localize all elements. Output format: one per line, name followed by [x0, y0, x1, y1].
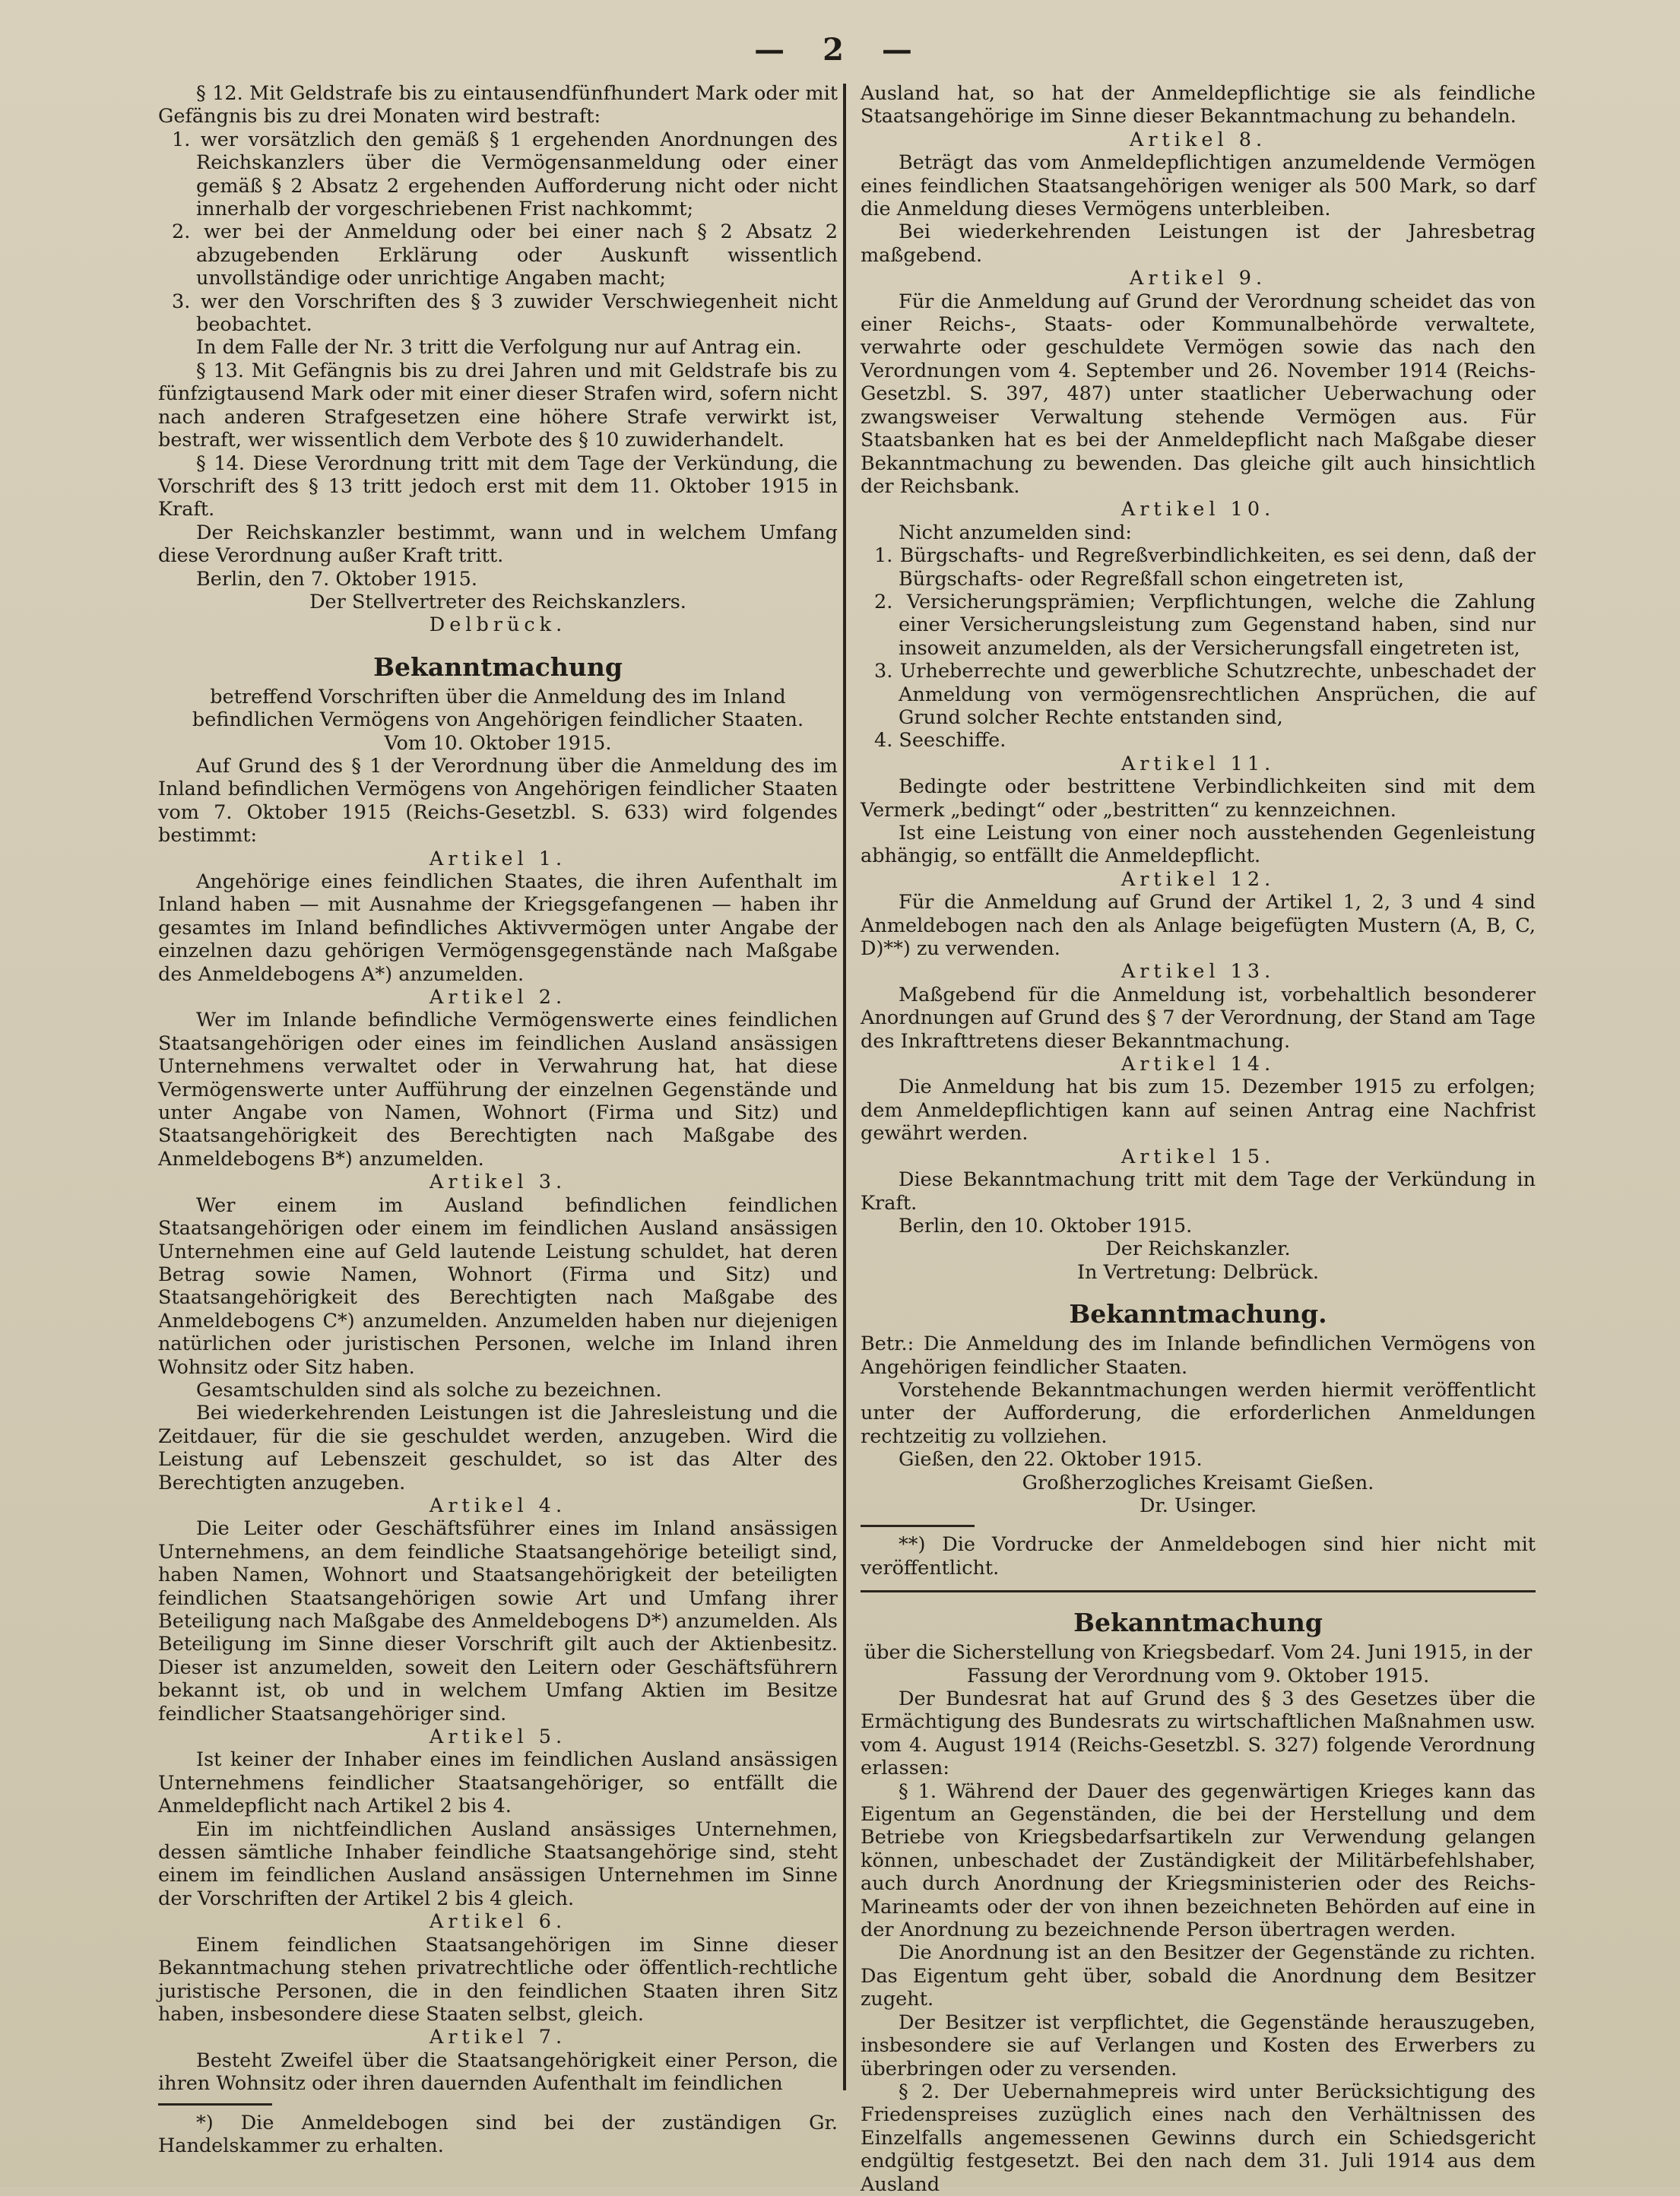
paragraph: Für die Anmeldung auf Grund der Verordnung scheidet das von einer Reichs-, Staats- oder Kommunalbehörde verwaltete, verwahrte oder geschuldete Vermögen sowie das nach den Verordnungen vom 4. September und 26. November 1914 (Reichs-Gesetzbl. S. 397, 487) unter staatlicher Ueberwachung oder zwangsweiser Verwaltung stehende Vermögen aus. Für Staatsbanken hat es bei der Anmeldepflicht nach Maßgabe dieser Bekanntmachung zu bewenden. Das gleiche gilt auch hinsichtlich der Reichsbank.	[861, 290, 1536, 498]
article-heading: Artikel 5.	[429, 1725, 567, 1749]
paragraph: Der Reichskanzler bestimmt, wann und in welchem Umfang diese Verordnung außer Kraft tritt.	[158, 521, 838, 568]
paragraph: Bei wiederkehrenden Leistungen ist die Jahresleistung und die Zeitdauer, für die sie geschuldet werden, anzugeben. Wird die Leistung auf Lebenszeit geschuldet, so ist das Alter des Berechtigten anzugeben.	[158, 1402, 838, 1494]
right-column-bottom-section	[861, 1608, 1536, 2196]
article-heading: Artikel 9.	[1129, 267, 1267, 290]
article-heading: Artikel 6.	[429, 1910, 567, 1934]
centered-line: Vom 10. Oktober 1915.	[384, 731, 612, 755]
paragraph: § 12. Mit Geldstrafe bis zu eintausendfünfhundert Mark oder mit Gefängnis bis zu drei Monaten wird bestraft:	[158, 82, 838, 128]
paragraph: Ein im nichtfeindlichen Ausland ansässiges Unternehmen, dessen sämtliche Inhaber feindliche Staatsangehörige sind, steht einem im feindlichen Ausland ansässigen Unternehmen im Sinne der Vorschriften der Artikel 2 bis 4 gleich.	[158, 1817, 838, 1910]
centered-line: Der Reichskanzler.	[1105, 1237, 1291, 1261]
paragraph: Berlin, den 7. Oktober 1915.	[196, 567, 478, 591]
section-subtitle: betreffend Vorschriften über die Anmeldung des im Inland befindlichen Vermögens von Angehörigen feindlicher Staaten.	[192, 685, 804, 732]
article-heading: Artikel 11.	[1121, 752, 1276, 775]
section-heading: Bekanntmachung.	[1069, 1299, 1327, 1329]
footnote-rule	[861, 1525, 975, 1527]
article-heading: Artikel 4.	[429, 1494, 567, 1517]
list-item: 1. Bürgschafts- und Regreßverbindlichkeiten, es sei denn, daß der Bürgschafts- oder Regreßfall schon eingetreten ist,	[874, 544, 1536, 591]
right-column	[861, 82, 1536, 2196]
paragraph: Wer einem im Ausland befindlichen feindlichen Staatsangehörigen oder einem im feindlichen Ausland ansässigen Unternehmen eine auf Geld lautende Leistung schuldet, hat deren Betrag sowie Namen, Wohnort (Firma und Sitz) und Staatsangehörigkeit des Berechtigten nach Maßgabe des Anmeldebogens C*) anzumelden. Anzumelden haben nur diejenigen natürlichen oder juristischen Personen, welche im Inland ihren Wohnsitz oder Sitz haben.	[158, 1193, 838, 1379]
paragraph: Die Anordnung ist an den Besitzer der Gegenstände zu richten. Das Eigentum geht über, sobald die Anordnung dem Besitzer zugeht.	[861, 1941, 1536, 2011]
paragraph: In dem Falle der Nr. 3 tritt die Verfolgung nur auf Antrag ein.	[196, 336, 802, 360]
paragraph: Auf Grund des § 1 der Verordnung über die Anmeldung des im Inland befindlichen Vermögens von Angehörigen feindlicher Staaten vom 7. Oktober 1915 (Reichs-Gesetzbl. S. 633) wird folgendes bestimmt:	[158, 754, 838, 848]
list-item: 3. wer den Vorschriften des § 3 zuwider Verschwiegenheit nicht beobachtet.	[172, 290, 838, 337]
right-column-body	[861, 82, 1536, 1517]
left-column-body	[158, 82, 838, 2096]
paragraph: Besteht Zweifel über die Staatsangehörigkeit einer Person, die ihren Wohnsitz oder ihren dauernden Aufenthalt im feindlichen	[158, 2049, 838, 2096]
paragraph: Die Anmeldung hat bis zum 15. Dezember 1915 zu erfolgen; dem Anmeldepflichtigen kann auf seinen Antrag eine Nachfrist gewährt werden.	[861, 1076, 1536, 1146]
paragraph: Nicht anzumelden sind:	[899, 521, 1132, 544]
article-heading: Artikel 8.	[1129, 128, 1267, 151]
signature: Delbrück.	[429, 613, 567, 637]
article-heading: Artikel 14.	[1121, 1053, 1276, 1076]
article-heading: Artikel 15.	[1121, 1145, 1276, 1168]
paragraph: § 13. Mit Gefängnis bis zu drei Jahren und mit Geldstrafe bis zu fünfzigtausend Mark oder mit einer dieser Strafen wird, sofern nicht nach anderen Strafgesetzen eine höhere Strafe verwirkt ist, bestraft, wer wissentlich dem Verbote des § 10 zuwiderhandelt.	[158, 359, 838, 452]
section-heading: Bekanntmachung	[1073, 1608, 1323, 1638]
paragraph: Angehörige eines feindlichen Staates, die ihren Aufenthalt im Inland haben — mit Ausnahme der Kriegsgefangenen — haben ihr gesamtes im Inland befindliches Aktivvermögen unter Angabe der einzelnen dazu gehörigen Vermögensgegenstände nach Maßgabe des Anmeldebogens A*) anzumelden.	[158, 870, 838, 986]
paragraph: Berlin, den 10. Oktober 1915.	[899, 1214, 1193, 1237]
paragraph: Der Bundesrat hat auf Grund des § 3 des Gesetzes über die Ermächtigung des Bundesrats zu wirtschaftlichen Maßnahmen usw. vom 4. August 1914 (Reichs-Gesetzbl. S. 327) folgende Verordnung erlassen:	[861, 1687, 1536, 1780]
article-heading: Artikel 7.	[429, 2026, 567, 2049]
paragraph: Der Besitzer ist verpflichtet, die Gegenstände herauszugeben, insbesondere sie auf Verlangen und Kosten des Erwerbers zu überbringen oder zu versenden.	[861, 2011, 1536, 2080]
paragraph: Bei wiederkehrenden Leistungen ist der Jahresbetrag maßgebend.	[861, 220, 1536, 267]
article-heading: Artikel 3.	[429, 1171, 567, 1194]
paragraph: Vorstehende Bekanntmachungen werden hiermit veröffentlicht unter der Aufforderung, die erforderlichen Anmeldungen rechtzeitig zu vollziehen.	[861, 1378, 1536, 1448]
centered-line: In Vertretung: Delbrück.	[1076, 1260, 1320, 1284]
article-heading: Artikel 10.	[1121, 498, 1276, 521]
article-heading: Artikel 2.	[429, 986, 567, 1009]
paragraph: Für die Anmeldung auf Grund der Artikel 1, 2, 3 und 4 sind Anmeldebogen nach den als Anlage beigefügten Mustern (A, B, C, D)**) zu verwenden.	[861, 891, 1536, 961]
paragraph: Wer im Inlande befindliche Vermögenswerte eines feindlichen Staatsangehörigen oder eines im feindlichen Ausland ansässigen Unternehmens verwaltet oder in Verwahrung hat, hat diese Vermögenswerte unter Aufführung der einzelnen Gegenstände und unter Angabe von Namen, Wohnort (Firma und Sitz) und Staatsangehörigkeit des Berechtigten nach Maßgabe des Anmeldebogens B*) anzumelden.	[158, 1009, 838, 1171]
paragraph: Ist eine Leistung von einer noch ausstehenden Gegenleistung abhängig, so entfällt die Anmeldepflicht.	[861, 822, 1536, 868]
article-heading: Artikel 12.	[1121, 867, 1276, 891]
paragraph: § 14. Diese Verordnung tritt mit dem Tage der Verkündung, die Vorschrift des § 13 tritt jedoch erst mit dem 11. Oktober 1915 in Kraft.	[158, 452, 838, 521]
paragraph: Betr.: Die Anmeldung des im Inlande befindlichen Vermögens von Angehörigen feindlicher Staaten.	[861, 1332, 1536, 1379]
right-footnote: **) Die Vordrucke der Anmeldebogen sind hier nicht mit veröffentlicht.	[861, 1533, 1536, 1580]
column-divider	[843, 84, 846, 2090]
section-divider	[861, 1590, 1536, 1592]
paragraph: Bedingte oder bestrittene Verbindlichkeiten sind mit dem Vermerk „bedingt“ oder „bestritten“ zu kennzeichnen.	[861, 775, 1536, 822]
page-number: — 2 —	[754, 32, 926, 68]
article-heading: Artikel 13.	[1121, 960, 1276, 984]
paragraph: § 2. Der Uebernahmepreis wird unter Berücksichtigung des Friedenspreises zuzüglich eines nach den Verhältnissen des Einzelfalls angemessenen Gewinns durch ein Schiedsgericht endgültig festgesetzt. Bei den nach dem 31. Juli 1914 aus dem Ausland	[861, 2080, 1536, 2196]
paragraph: Ist keiner der Inhaber eines im feindlichen Ausland ansässigen Unternehmens feindlicher Staatsangehöriger, so entfällt die Anmeldepflicht nach Artikel 2 bis 4.	[158, 1748, 838, 1818]
centered-line: Großherzogliches Kreisamt Gießen.	[1022, 1471, 1374, 1494]
centered-line: Der Stellvertreter des Reichskanzlers.	[309, 590, 686, 613]
paragraph: Die Leiter oder Geschäftsführer eines im Inland ansässigen Unternehmens, an dem feindliche Staatsangehörige beteiligt sind, haben Namen, Wohnort und Staatsangehörigkeit der beteiligten feindlichen Staatsangehörigen sowie Art und Umfang ihrer Beteiligung nach Maßgabe des Anmeldebogens D*) anzumelden. Als Beteiligung im Sinne dieser Vorschrift gilt auch der Aktienbesitz. Dieser ist anzumelden, soweit den Leitern oder Geschäftsführern bekannt ist, ob und in welchem Umfang Aktien im Besitze feindlicher Staatsangehöriger sind.	[158, 1517, 838, 1725]
paragraph: § 1. Während der Dauer des gegenwärtigen Krieges kann das Eigentum an Gegenständen, die bei der Herstellung und dem Betriebe von Kriegsbedarfsartikeln zur Verwendung gelangen können, unbeschadet der Zuständigkeit der Militärbefehlshaber, auch durch Anordnung der Kriegsministerien oder des Reichs-Marineamts oder der von ihnen bezeichneten Behörden auf eine in der Anordnung zu bezeichnende Person übertragen werden.	[861, 1779, 1536, 1942]
list-item: 2. wer bei der Anmeldung oder bei einer nach § 2 Absatz 2 abzugebenden Erklärung oder Auskunft wissentlich unvollständige oder unrichtige Angaben macht;	[172, 220, 838, 290]
section-subtitle: über die Sicherstellung von Kriegsbedarf. Vom 24. Juni 1915, in der Fassung der Verordnung vom 9. Oktober 1915.	[864, 1641, 1533, 1687]
list-item: 4. Seeschiffe.	[874, 729, 1006, 753]
paragraph: Gesamtschulden sind als solche zu bezeichnen.	[196, 1378, 662, 1402]
list-item: 1. wer vorsätzlich den gemäß § 1 ergehenden Anordnungen des Reichskanzlers über die Vermögensanmeldung oder einer gemäß § 2 Absatz 2 ergehenden Aufforderung nicht oder nicht innerhalb der vorgeschriebenen Frist nachkommt;	[172, 128, 838, 221]
paragraph: Ausland hat, so hat der Anmeldepflichtige sie als feindliche Staatsangehörige im Sinne dieser Bekanntmachung zu behandeln.	[861, 82, 1536, 128]
section-heading: Bekanntmachung	[373, 651, 623, 682]
paragraph: Einem feindlichen Staatsangehörigen im Sinne dieser Bekanntmachung stehen privatrechtliche oder öffentlich-rechtliche juristische Personen, die in den feindlichen Staaten ihren Sitz haben, insbesondere diese Staaten selbst, gleich.	[158, 1933, 838, 2026]
centered-line: Dr. Usinger.	[1139, 1494, 1257, 1517]
paragraph: Diese Bekanntmachung tritt mit dem Tage der Verkündung in Kraft.	[861, 1168, 1536, 1215]
left-footnote: *) Die Anmeldebogen sind bei der zuständigen Gr. Handelskammer zu erhalten.	[158, 2111, 838, 2157]
footnote-rule	[158, 2103, 272, 2106]
list-item: 3. Urheberrechte und gewerbliche Schutzrechte, unbeschadet der Anmeldung von vermögensrechtlichen Ansprüchen, die auf Grund solcher Rechte entstanden sind,	[874, 660, 1536, 729]
paragraph: Gießen, den 22. Oktober 1915.	[899, 1448, 1203, 1472]
paragraph: Maßgebend für die Anmeldung ist, vorbehaltlich besonderer Anordnungen auf Grund des § 7 der Verordnung, der Stand am Tage des Inkrafttretens dieser Bekanntmachung.	[861, 983, 1536, 1053]
left-column	[158, 82, 838, 2157]
list-item: 2. Versicherungsprämien; Verpflichtungen, welche die Zahlung einer Versicherungsleistung zum Gegenstand haben, sind nur insoweit anzumelden, als der Versicherungsfall eingetreten ist,	[874, 590, 1536, 660]
paragraph: Beträgt das vom Anmeldepflichtigen anzumeldende Vermögen eines feindlichen Staatsangehörigen weniger als 500 Mark, so darf die Anmeldung dieses Vermögens unterbleiben.	[861, 151, 1536, 221]
article-heading: Artikel 1.	[429, 847, 567, 870]
